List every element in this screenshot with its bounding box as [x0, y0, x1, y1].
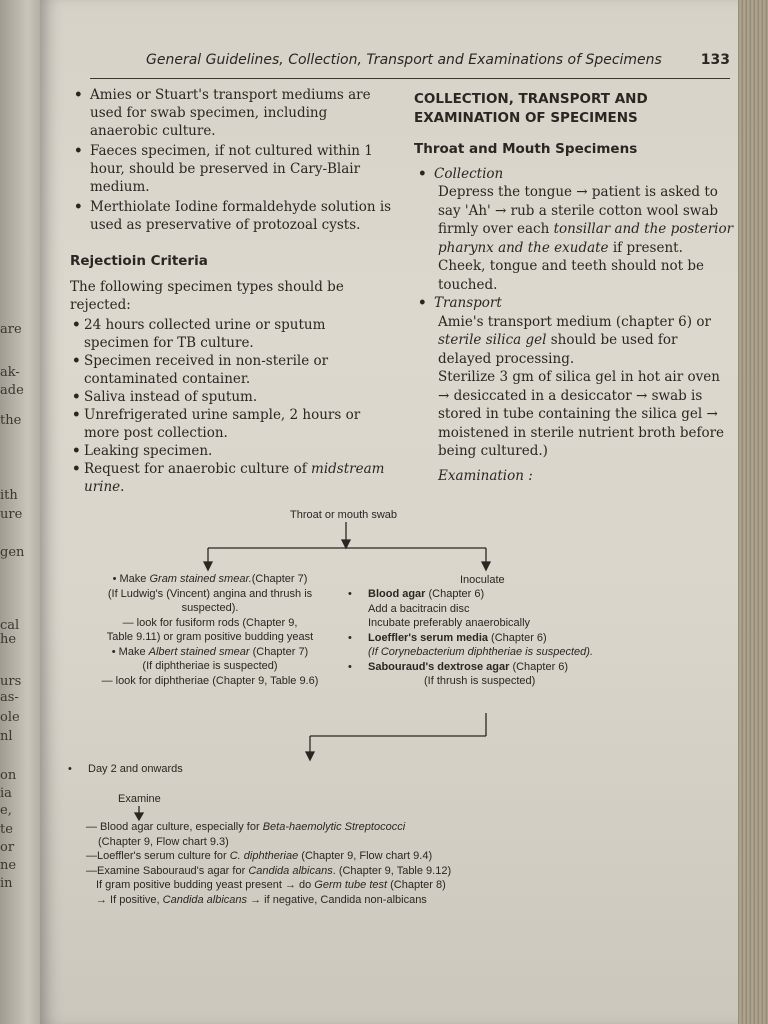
- exam-line: (Chapter 9, Flow chart 9.3): [98, 835, 229, 848]
- left-branch: [80, 572, 340, 688]
- right-branch-line: (If Corynebacterium diphtheriae is suspected).: [368, 646, 593, 658]
- facing-page-fragment: in: [0, 876, 13, 891]
- right-branch-line: Incubate preferably anaerobically: [368, 617, 531, 629]
- collection-text: Depress the tongue → patient is asked to say 'Ah' → rub a sterile cotton wool swab firmly over each tonsillar and the posterior pharynx and the exudate if present. Cheek, tongue and teeth should not be touched.: [438, 184, 734, 293]
- facing-page-fragment: urs: [0, 674, 22, 689]
- facing-page-fragment: ak-: [0, 365, 20, 380]
- transport-text: Amie's transport medium (chapter 6) or sterile silica gel should be used for delayed processing.: [438, 313, 711, 367]
- transport-label: • Transport: [418, 295, 502, 311]
- right-branch-line: (If thrush is suspected): [424, 675, 536, 687]
- list-item: • Request for anaerobic culture of midstream urine.: [72, 461, 385, 495]
- list-item: • Unrefrigerated urine sample, 2 hours or more post collection.: [72, 407, 361, 441]
- facing-page-fragment: are: [0, 322, 22, 337]
- facing-page-edge: [0, 0, 40, 1024]
- examination-label: Examination :: [438, 467, 533, 484]
- list-item: • Leaking specimen.: [72, 443, 213, 459]
- facing-page-fragment: e,: [0, 803, 12, 818]
- facing-page-fragment: te: [0, 822, 13, 837]
- facing-page-fragment: ne: [0, 858, 17, 873]
- right-branch-line: Add a bacitracin disc: [368, 602, 470, 615]
- left-branch-line: • Make Albert stained smear (Chapter 7): [111, 645, 309, 658]
- page-number: 133: [700, 52, 730, 68]
- left-branch-line: — look for diphtheriae (Chapter 9, Table 9.6): [101, 674, 319, 687]
- facing-page-fragment: nl: [0, 729, 13, 744]
- facing-page-fragment: cal: [0, 618, 20, 633]
- list-item: • Amies or Stuart's transport mediums are used for swab specimen, including anaerobic culture.: [74, 87, 371, 139]
- day2-label: • Day 2 and onwards: [68, 763, 183, 775]
- facing-page-fragment: ia: [0, 786, 12, 801]
- exam-line: → If positive, Candida albicans → if negative, Candida non-albicans: [96, 893, 427, 906]
- exam-line: —Loeffler's serum culture for C. diphtheriae (Chapter 9, Flow chart 9.4): [86, 850, 433, 862]
- facing-page-fragment: or: [0, 840, 15, 855]
- facing-page-fragment: ole: [0, 710, 20, 725]
- exam-line: —Examine Sabouraud's agar for Candida albicans. (Chapter 9, Table 9.12): [86, 864, 452, 877]
- list-item: • Faeces specimen, if not cultured within 1 hour, should be preserved in Cary-Blair medium.: [74, 143, 373, 195]
- left-branch-line: suspected).: [181, 602, 239, 614]
- right-branch-line: • Sabouraud's dextrose agar (Chapter 6): [348, 660, 569, 673]
- flow-top-node: Throat or mouth swab: [290, 509, 397, 521]
- facing-page-fragment: the: [0, 413, 22, 428]
- facing-page-fragment: ade: [0, 383, 24, 398]
- page-stack-edge: [738, 0, 768, 1024]
- facing-page-fragment: ith: [0, 488, 18, 503]
- left-branch-line: (If Ludwig's (Vincent) angina and thrush is: [107, 587, 313, 600]
- facing-page-fragment: as-: [0, 690, 19, 705]
- subsection-title: Throat and Mouth Specimens: [414, 141, 638, 157]
- facing-page-fragment: ure: [0, 507, 23, 522]
- right-branch: [348, 587, 593, 689]
- exam-line: — Blood agar culture, especially for Beta-haemolytic Streptococci: [86, 821, 406, 833]
- left-branch-line: Table 9.11) or gram positive budding yeast: [106, 631, 314, 643]
- list-item: • Specimen received in non-sterile or contaminated container.: [72, 353, 329, 387]
- right-branch-line: • Loeffler's serum media (Chapter 6): [348, 631, 547, 644]
- collection-label: • Collection: [418, 165, 504, 182]
- rejection-intro: The following specimen types should be rejected:: [70, 279, 344, 313]
- running-title: General Guidelines, Collection, Transport and Examinations of Specimens: [146, 52, 662, 68]
- facing-page-fragment: gen: [0, 545, 25, 560]
- rejection-heading: Rejectioin Criteria: [70, 253, 208, 269]
- flowchart: [40, 0, 738, 1024]
- left-branch-line: • Make Gram stained smear.(Chapter 7): [112, 573, 308, 585]
- right-branch-line: • Blood agar (Chapter 6): [348, 588, 485, 600]
- left-branch-line: (If diphtheriae is suspected): [142, 660, 278, 672]
- facing-page-fragment: he: [0, 632, 17, 647]
- list-item: • Merthiolate Iodine formaldehyde solution is used as preservative of protozoal cysts.: [74, 199, 392, 233]
- list-item: • 24 hours collected urine or sputum specimen for TB culture.: [72, 317, 326, 351]
- book-page: [40, 0, 738, 1024]
- left-branch-line: — look for fusiform rods (Chapter 9,: [122, 616, 298, 629]
- transport-detail: Sterilize 3 gm of silica gel in hot air oven → desiccated in a desiccator → swab is stored in tube containing the silica gel → moistened in sterile nutrient broth before being cultured.): [438, 369, 725, 459]
- list-item: • Saliva instead of sputum.: [72, 389, 258, 405]
- inoculate-label: Inoculate: [460, 574, 505, 586]
- examine-label: Examine: [118, 793, 161, 805]
- exam-lines: [86, 820, 451, 907]
- exam-line: If gram positive budding yeast present → do Germ tube test (Chapter 8): [96, 879, 446, 891]
- section-title: COLLECTION, TRANSPORT AND EXAMINATION OF SPECIMENS: [414, 91, 648, 126]
- facing-page-fragment: on: [0, 768, 17, 783]
